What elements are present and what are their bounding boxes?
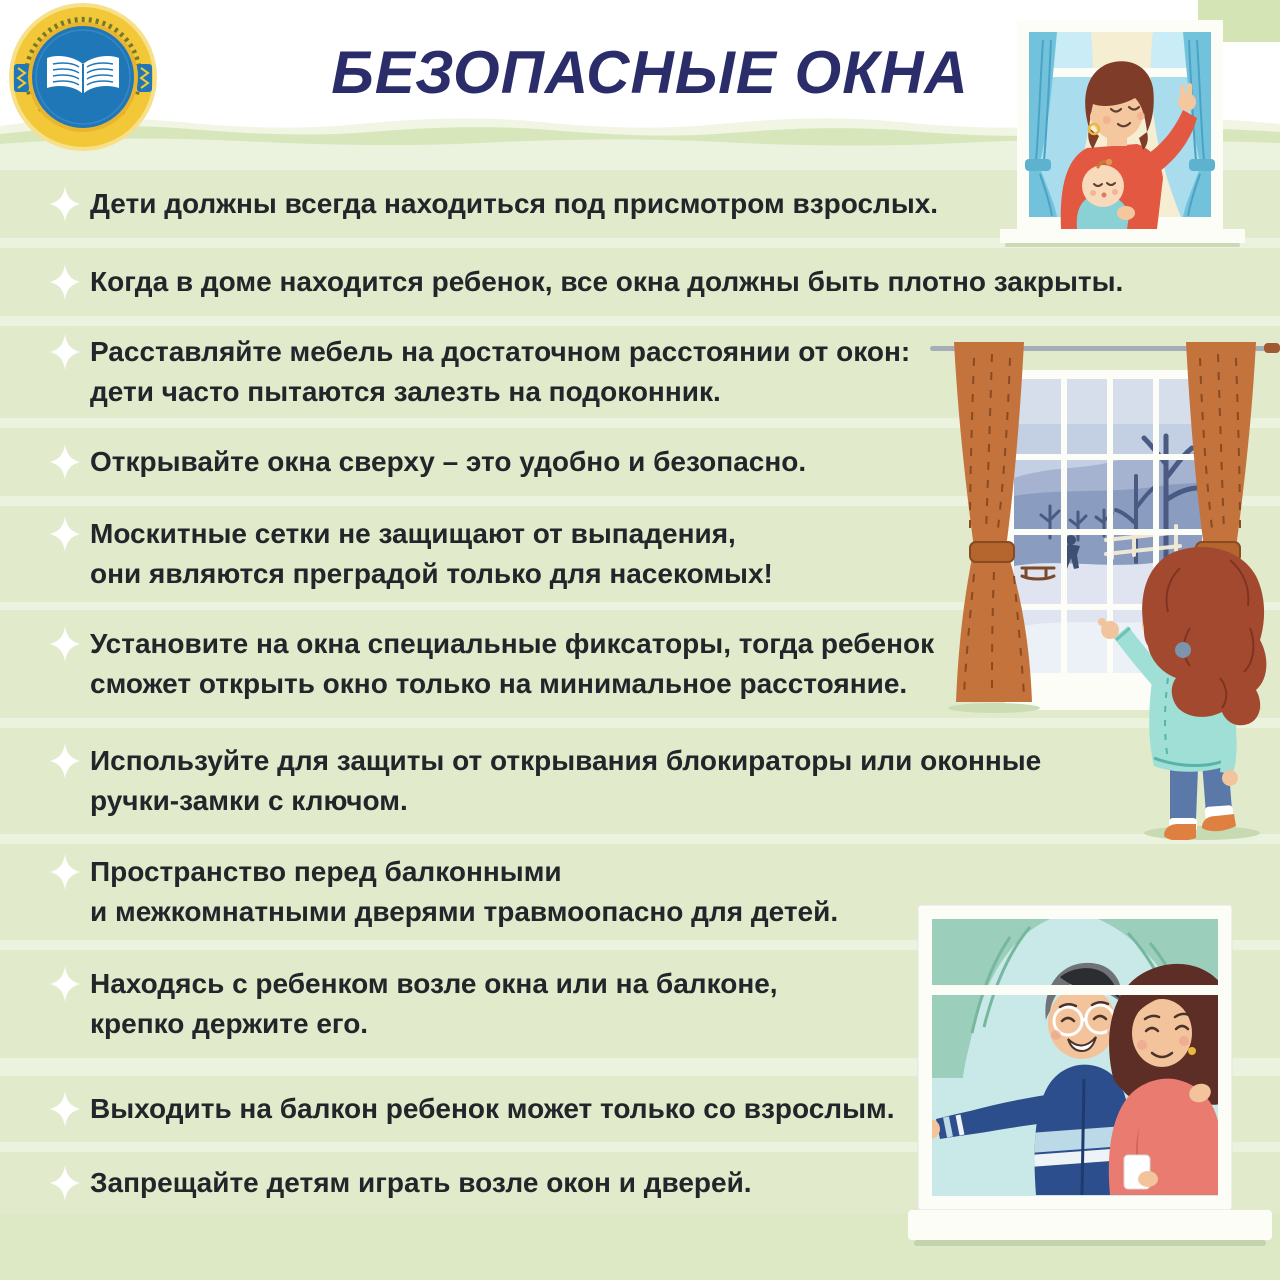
tip-line: крепко держите его. <box>90 1008 369 1039</box>
sparkle-bullet-icon <box>50 264 80 300</box>
sparkle-bullet-icon <box>50 1165 80 1201</box>
sparkle-bullet-icon <box>50 516 80 552</box>
tip-line: Дети должны всегда находиться под присмотром взрослых. <box>90 187 939 219</box>
tip-line: сможет открыть окно только на минимальное расстояние. <box>90 668 908 699</box>
sparkle-bullet-icon <box>50 626 80 662</box>
tip-line: Открывайте окна сверху – это удобно и безопасно. <box>90 445 807 477</box>
mother-and-baby-window-illustration <box>995 16 1250 248</box>
sparkle-bullet-icon <box>50 966 80 1002</box>
couple-window-illustration <box>900 893 1280 1265</box>
tip-line: Используйте для защиты от открывания блокираторы или оконные <box>90 745 1042 776</box>
tip-line: Установите на окна специальные фиксаторы, тогда ребенок <box>90 628 935 659</box>
tip-item <box>0 248 1280 316</box>
tip-line: Выходить на балкон ребенок может только со взрослым. <box>90 1092 895 1124</box>
tip-line: Пространство перед балконными <box>90 856 562 887</box>
child-winter-window-illustration <box>930 328 1280 840</box>
sparkle-bullet-icon <box>50 186 80 222</box>
sparkle-bullet-icon <box>50 743 80 779</box>
sparkle-bullet-icon <box>50 334 80 370</box>
sparkle-bullet-icon <box>50 854 80 890</box>
ministry-emblem-logo <box>8 2 158 152</box>
tip-line: Расставляйте мебель на достаточном расстоянии от окон: <box>90 336 911 367</box>
sparkle-bullet-icon <box>50 1091 80 1127</box>
tip-line: Запрещайте детям играть возле окон и дверей. <box>90 1166 752 1198</box>
poster-title: БЕЗОПАСНЫЕ ОКНА <box>331 39 969 106</box>
sparkle-bullet-icon <box>50 444 80 480</box>
tip-line: они являются преградой только для насекомых! <box>90 558 773 589</box>
tip-line: Когда в доме находится ребенок, все окна должны быть плотно закрыты. <box>90 265 1124 297</box>
tip-line: Москитные сетки не защищают от выпадения, <box>90 518 736 549</box>
tip-line: Находясь с ребенком возле окна или на балконе, <box>90 968 778 999</box>
tip-line: ручки-замки с ключом. <box>90 785 408 816</box>
tip-line: дети часто пытаются залезть на подоконник. <box>90 376 721 407</box>
tip-line: и межкомнатными дверями травмоопасно для детей. <box>90 896 839 927</box>
